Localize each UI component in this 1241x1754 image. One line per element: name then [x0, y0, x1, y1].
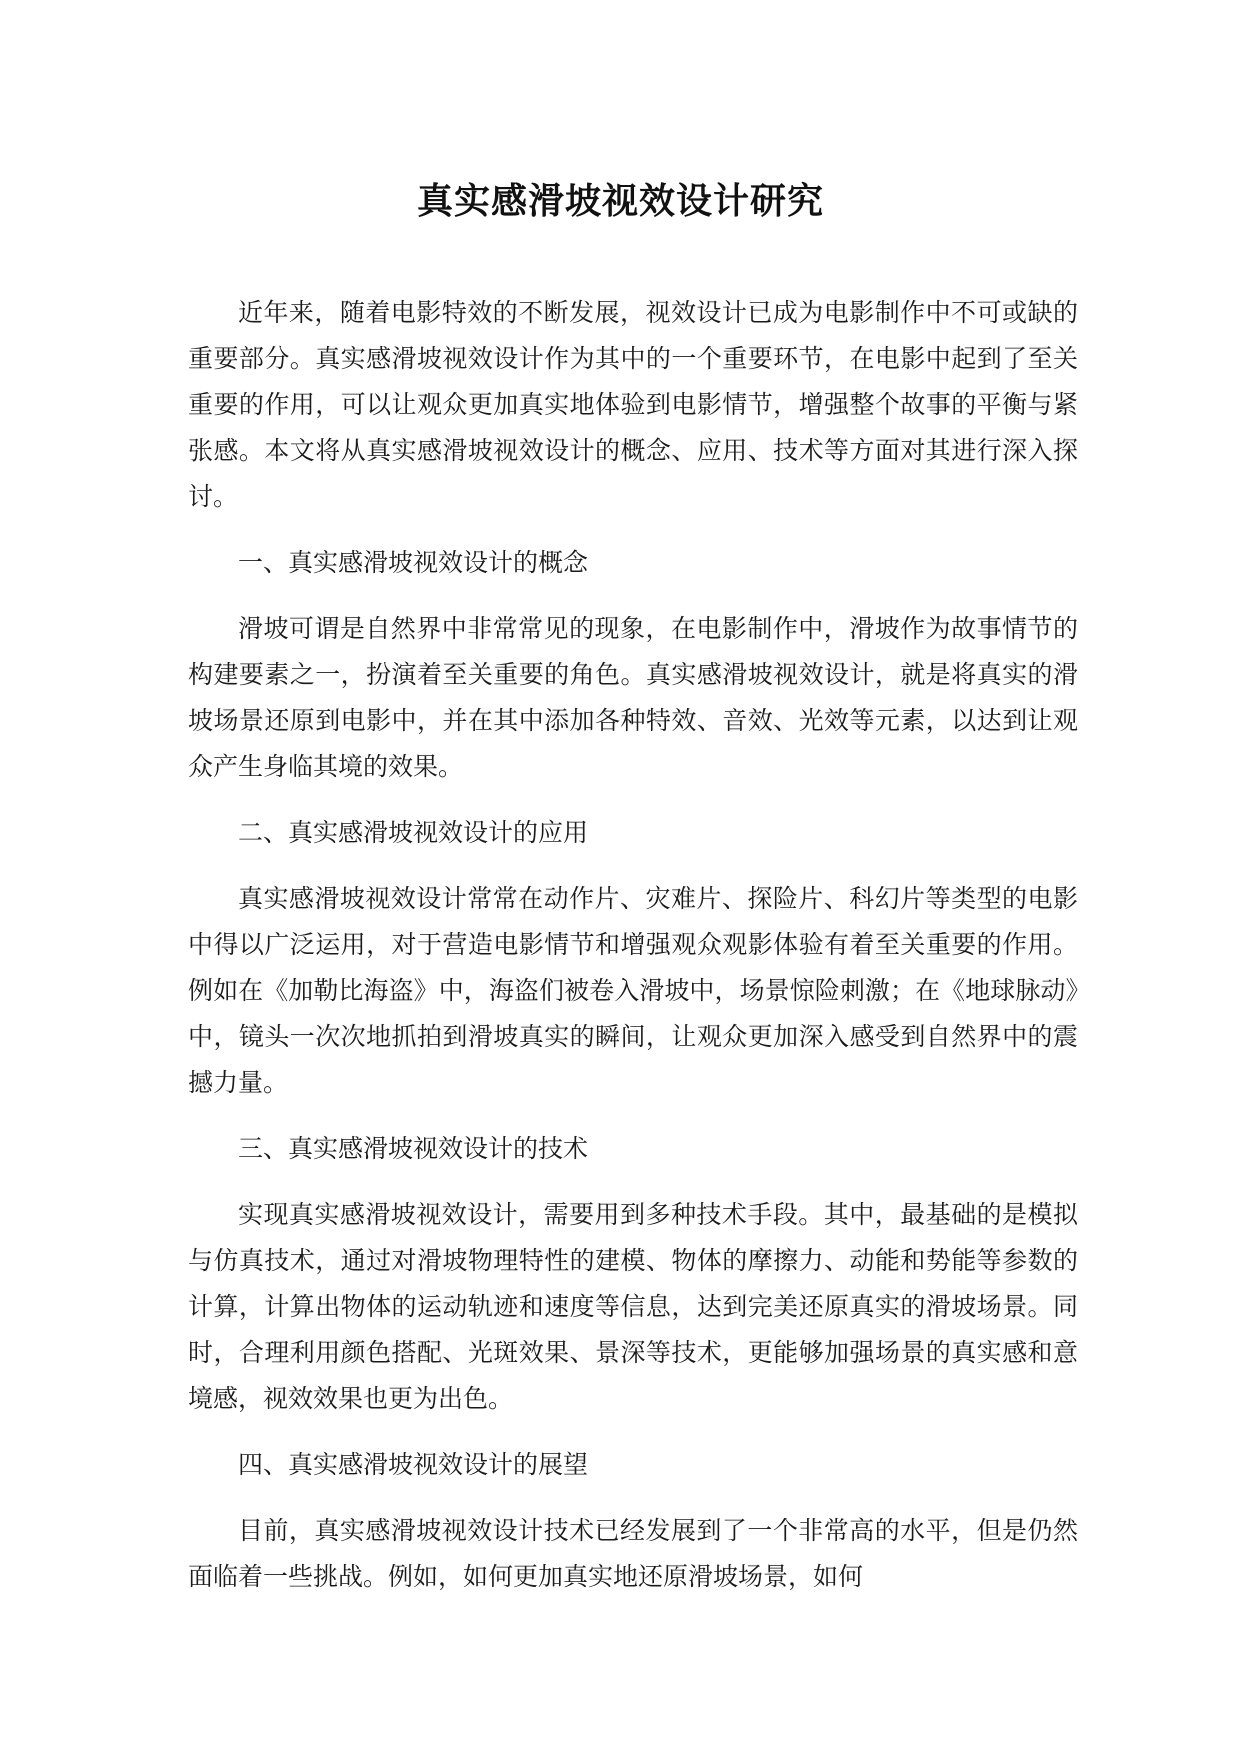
section-heading-technology: 三、真实感滑坡视效设计的技术: [238, 1134, 589, 1163]
section-heading-concept: 一、真实感滑坡视效设计的概念: [238, 548, 589, 577]
section-heading-application: 二、真实感滑坡视效设计的应用: [238, 818, 589, 847]
outlook-paragraph: 目前，真实感滑坡视效设计技术已经发展到了一个非常高的水平，但是仍然面临着一些挑战。例如，如何更加真实地还原滑坡场景，如何: [188, 1516, 1078, 1591]
concept-paragraph: 滑坡可谓是自然界中非常常见的现象，在电影制作中，滑坡作为故事情节的构建要素之一，扮演着至关重要的角色。真实感滑坡视效设计，就是将真实的滑坡场景还原到电影中，并在其中添加各种特效、音效、光效等元素，以达到让观众产生身临其境的效果。: [188, 614, 1078, 781]
technology-paragraph: 实现真实感滑坡视效设计，需要用到多种技术手段。其中，最基础的是模拟与仿真技术，通过对滑坡物理特性的建模、物体的摩擦力、动能和势能等参数的计算，计算出物体的运动轨迹和速度等信息，达到完美还原真实的滑坡场景。同时，合理利用颜色搭配、光斑效果、景深等技术，更能够加强场景的真实感和意境感，视效效果也更为出色。: [188, 1200, 1078, 1413]
intro-paragraph: 近年来，随着电影特效的不断发展，视效设计已成为电影制作中不可或缺的重要部分。真实感滑坡视效设计作为其中的一个重要环节，在电影中起到了至关重要的作用，可以让观众更加真实地体验到电影情节，增强整个故事的平衡与紧张感。本文将从真实感滑坡视效设计的概念、应用、技术等方面对其进行深入探讨。: [188, 298, 1078, 511]
document-body: [188, 290, 1078, 1620]
application-paragraph: 真实感滑坡视效设计常常在动作片、灾难片、探险片、科幻片等类型的电影中得以广泛运用，对于营造电影情节和增强观众观影体验有着至关重要的作用。例如在《加勒比海盗》中，海盗们被卷入滑坡中，场景惊险刺激；在《地球脉动》中，镜头一次次地抓拍到滑坡真实的瞬间，让观众更加深入感受到自然界中的震撼力量。: [188, 884, 1078, 1097]
document-title: 真实感滑坡视效设计研究: [416, 181, 824, 222]
section-heading-outlook: 四、真实感滑坡视效设计的展望: [238, 1450, 589, 1479]
